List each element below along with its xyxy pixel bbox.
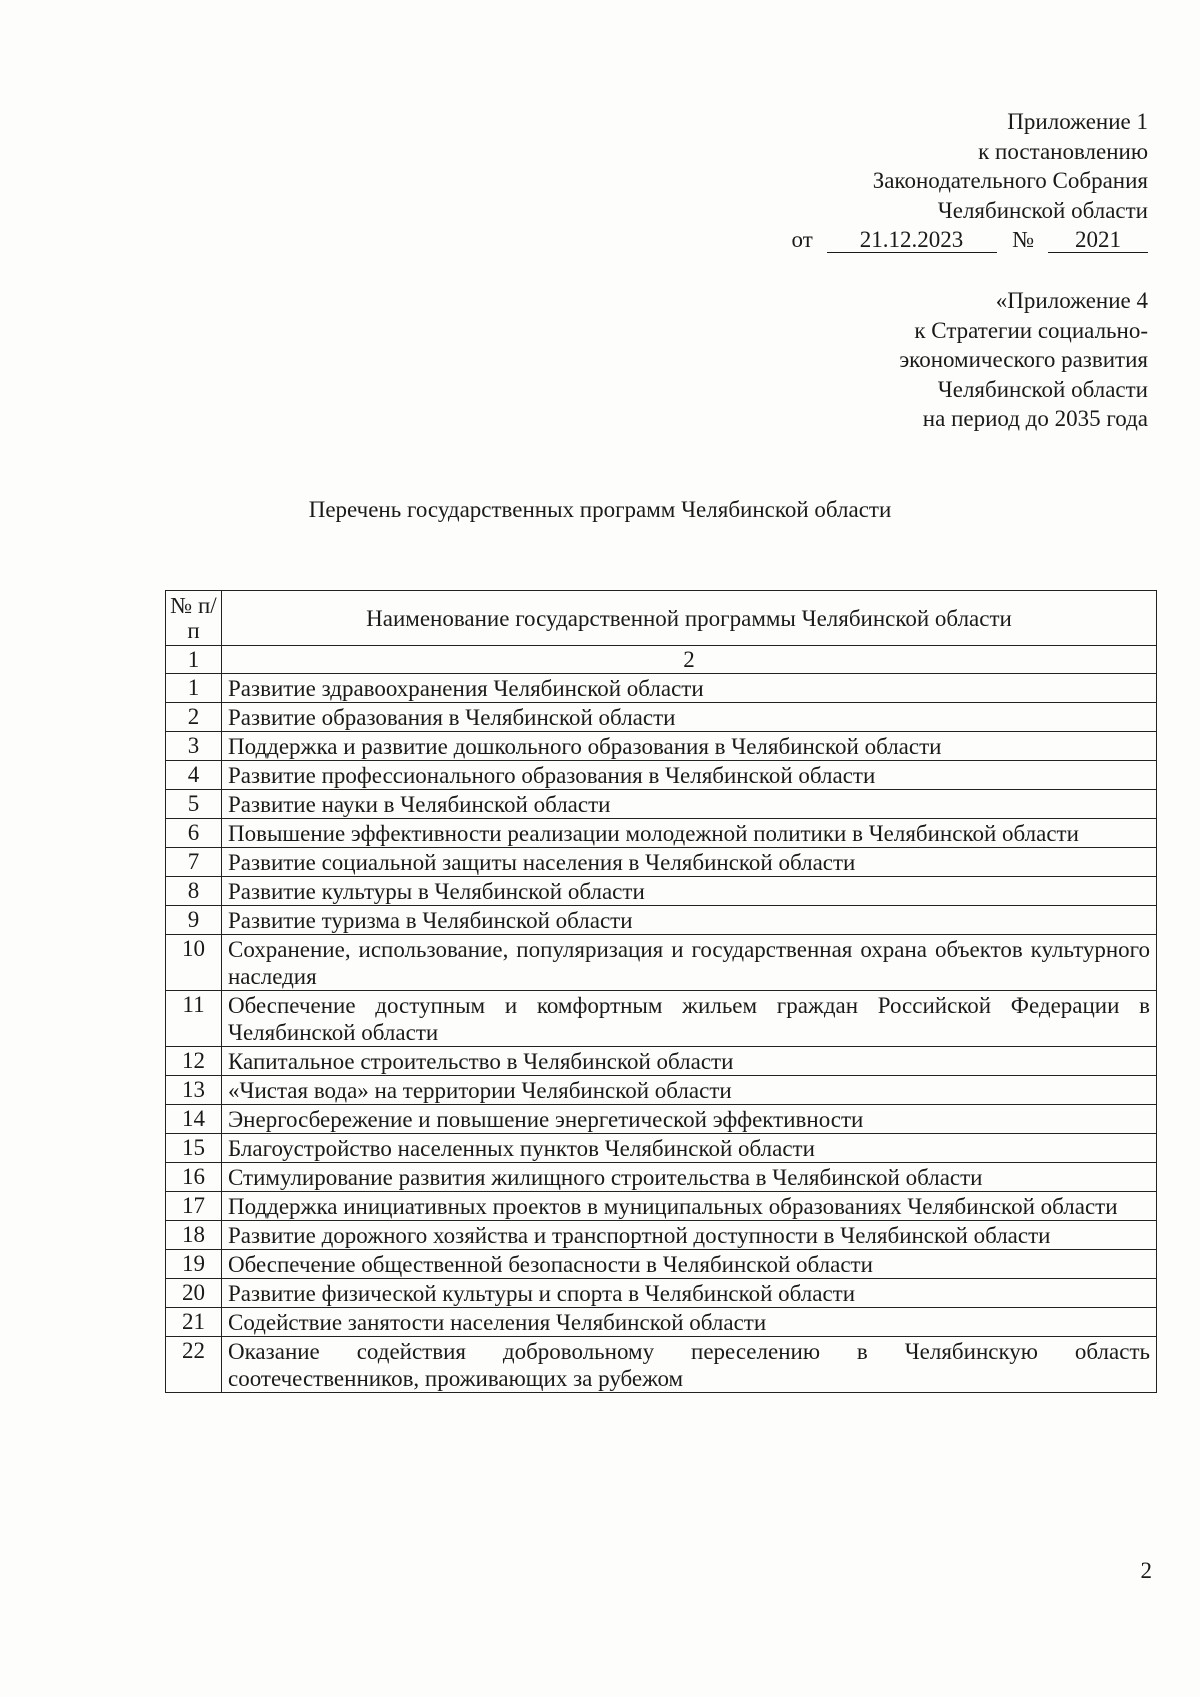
program-name: Развитие профессионального образования в Челябинской области	[222, 761, 1157, 790]
table-row	[166, 819, 1157, 848]
program-name: Развитие здравоохранения Челябинской области	[222, 674, 1157, 703]
table-row	[166, 1250, 1157, 1279]
table-row	[166, 991, 1157, 1047]
program-number: 20	[166, 1279, 222, 1308]
table-row	[166, 1076, 1157, 1105]
table-row	[166, 1279, 1157, 1308]
column-number-1: 1	[166, 646, 222, 674]
program-number: 17	[166, 1192, 222, 1221]
table-row	[166, 790, 1157, 819]
appendix-4-line: на период до 2035 года	[922, 406, 1148, 431]
header-num: № п/п	[166, 591, 222, 646]
program-name: Благоустройство населенных пунктов Челябинской области	[222, 1134, 1157, 1163]
table-row	[166, 1221, 1157, 1250]
program-number: 6	[166, 819, 222, 848]
appendix-4-line: экономического развития	[899, 347, 1148, 372]
table-row	[166, 703, 1157, 732]
table-row	[166, 848, 1157, 877]
table-row	[166, 1337, 1157, 1393]
appendix-4-header	[899, 286, 1148, 434]
appendix-1-header	[792, 107, 1148, 255]
table-row	[166, 1308, 1157, 1337]
appendix-4-line: к Стратегии социально-	[914, 317, 1148, 343]
appendix-1-line: Законодательного Собрания	[872, 168, 1148, 193]
document-title: Перечень государственных программ Челябинской области	[308, 497, 892, 522]
table-header-row	[166, 591, 1157, 646]
page-number: 2	[1140, 1558, 1152, 1583]
programs-body	[166, 674, 1157, 1393]
program-name: Развитие физической культуры и спорта в Челябинской области	[222, 1279, 1157, 1308]
header-name: Наименование государственной программы Челябинской области	[222, 591, 1157, 646]
program-number: 21	[166, 1308, 222, 1337]
program-number: 13	[166, 1076, 222, 1105]
column-number-2: 2	[222, 646, 1157, 674]
program-number: 2	[166, 703, 222, 732]
programs-table	[165, 590, 1157, 1393]
program-name: Капитальное строительство в Челябинской области	[222, 1047, 1157, 1076]
program-name: Обеспечение общественной безопасности в Челябинской области	[222, 1250, 1157, 1279]
program-name: «Чистая вода» на территории Челябинской области	[222, 1076, 1157, 1105]
program-name: Содействие занятости населения Челябинской области	[222, 1308, 1157, 1337]
table-row	[166, 1163, 1157, 1192]
program-name: Развитие социальной защиты населения в Челябинской области	[222, 848, 1157, 877]
table-row	[166, 1105, 1157, 1134]
program-number: 15	[166, 1134, 222, 1163]
program-name: Развитие образования в Челябинской области	[222, 703, 1157, 732]
table-row	[166, 906, 1157, 935]
program-number: 7	[166, 848, 222, 877]
program-number: 8	[166, 877, 222, 906]
date-prefix: от	[791, 227, 813, 252]
program-number: 16	[166, 1163, 222, 1192]
program-number: 18	[166, 1221, 222, 1250]
program-number: 3	[166, 732, 222, 761]
program-name: Развитие туризма в Челябинской области	[222, 906, 1157, 935]
program-name: Развитие дорожного хозяйства и транспортной доступности в Челябинской области	[222, 1221, 1157, 1250]
appendix-4-line: «Приложение 4	[995, 288, 1148, 313]
number-sign: №	[1012, 227, 1035, 252]
table-row	[166, 1192, 1157, 1221]
table-row	[166, 1047, 1157, 1076]
program-number: 11	[166, 991, 222, 1047]
program-number: 10	[166, 935, 222, 991]
program-number: 19	[166, 1250, 222, 1279]
program-name: Поддержка инициативных проектов в муниципальных образованиях Челябинской области	[222, 1192, 1157, 1221]
table-row	[166, 674, 1157, 703]
program-name: Поддержка и развитие дошкольного образования в Челябинской области	[222, 732, 1157, 761]
program-number: 14	[166, 1105, 222, 1134]
program-number: 5	[166, 790, 222, 819]
appendix-1-line: Приложение 1	[1007, 109, 1148, 134]
program-name: Развитие науки в Челябинской области	[222, 790, 1157, 819]
appendix-1-line: Челябинской области	[937, 197, 1148, 223]
program-name: Повышение эффективности реализации молодежной политики в Челябинской области	[222, 819, 1157, 848]
table-row	[166, 1134, 1157, 1163]
program-name: Обеспечение доступным и комфортным жильем граждан Российской Федерации в Челябинской области	[222, 991, 1157, 1047]
appendix-1-line: к постановлению	[978, 138, 1148, 164]
program-name: Оказание содействия добровольному переселению в Челябинскую область соотечественников, проживающих за рубежом	[222, 1337, 1157, 1393]
program-name: Развитие культуры в Челябинской области	[222, 877, 1157, 906]
date-number-line	[792, 225, 1148, 255]
program-number: 12	[166, 1047, 222, 1076]
program-number: 1	[166, 674, 222, 703]
resolution-date: 21.12.2023	[827, 228, 997, 253]
program-name: Энергосбережение и повышение энергетической эффективности	[222, 1105, 1157, 1134]
table-row	[166, 732, 1157, 761]
program-number: 9	[166, 906, 222, 935]
resolution-number: 2021	[1048, 228, 1148, 253]
column-number-row	[166, 646, 1157, 674]
program-number: 4	[166, 761, 222, 790]
table-row	[166, 935, 1157, 991]
program-name: Стимулирование развития жилищного строительства в Челябинской области	[222, 1163, 1157, 1192]
table-row	[166, 877, 1157, 906]
program-number: 22	[166, 1337, 222, 1393]
table-row	[166, 761, 1157, 790]
appendix-4-line: Челябинской области	[937, 376, 1148, 402]
program-name: Сохранение, использование, популяризация и государственная охрана объектов культурного наследия	[222, 935, 1157, 991]
